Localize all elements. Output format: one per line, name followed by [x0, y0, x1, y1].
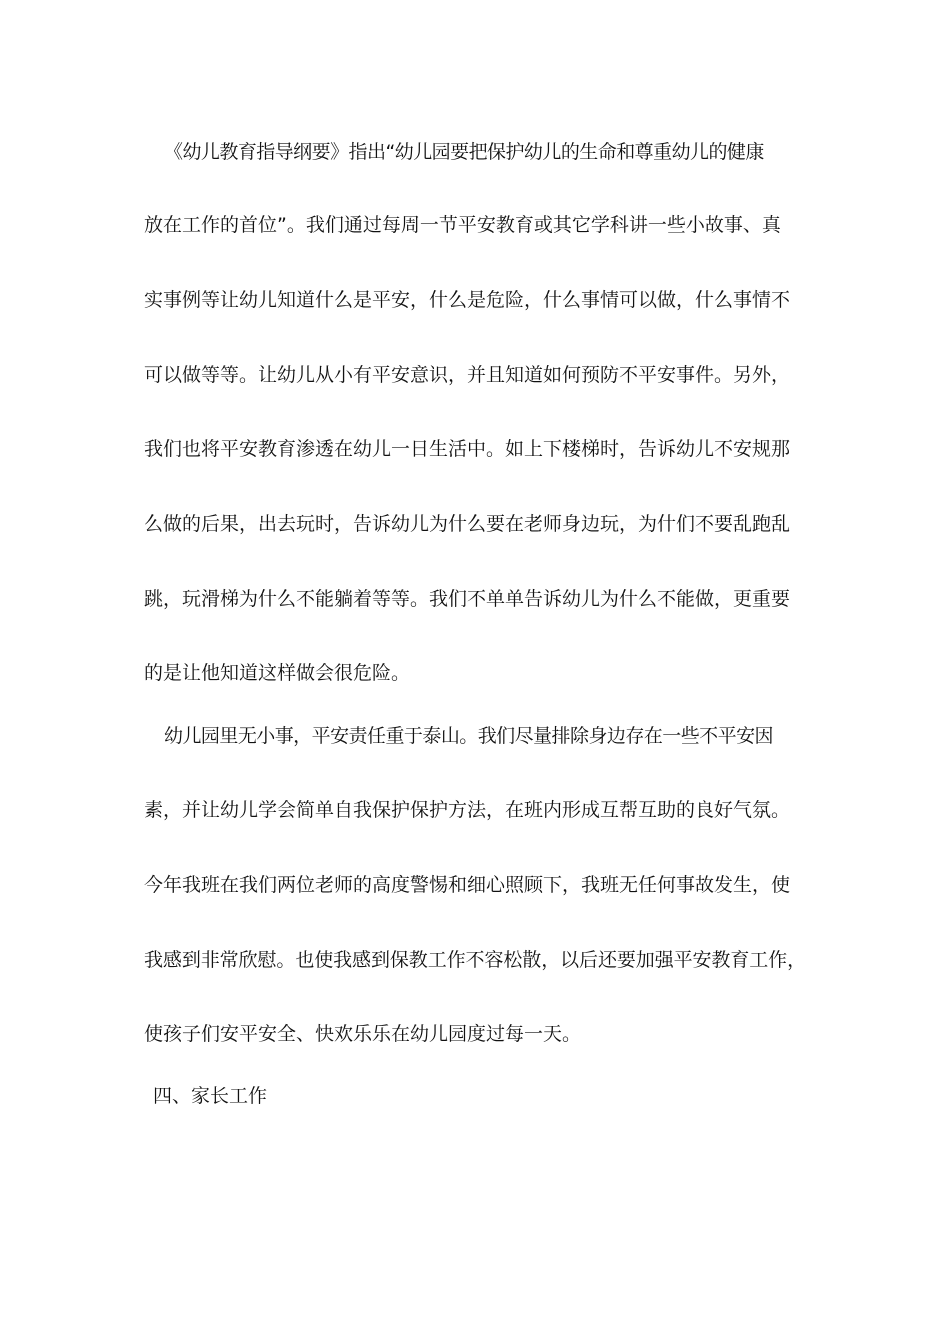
- paragraph-1-line-1: 《幼儿教育指导纲要》指出“幼儿园要把保护幼儿的生命和尊重幼儿的健康: [164, 141, 764, 163]
- paragraph-2-line-4: 我感到非常欣慰。也使我感到保教工作不容松散，以后还要加强平安教育工作，: [144, 949, 807, 971]
- section-heading: 四、家长工作: [153, 1085, 268, 1107]
- paragraph-1-line-4: 可以做等等。让幼儿从小有平安意识，并且知道如何预防不平安事件。另外，: [144, 364, 791, 386]
- paragraph-2-line-2: 素，并让幼儿学会简单自我保护保护方法，在班内形成互帮互助的良好气氛。: [144, 799, 791, 821]
- paragraph-2-line-3: 今年我班在我们两位老师的高度警惕和细心照顾下，我班无任何事故发生，使: [144, 874, 791, 896]
- paragraph-1-line-3: 实事例等让幼儿知道什么是平安，什么是危险，什么事情可以做，什么事情不: [144, 289, 791, 311]
- paragraph-2-line-1: 幼儿园里无小事，平安责任重于泰山。我们尽量排除身边存在一些不平安因: [164, 725, 774, 747]
- paragraph-1-line-5: 我们也将平安教育渗透在幼儿一日生活中。如上下楼梯时，告诉幼儿不安规那: [144, 438, 791, 460]
- paragraph-1-line-6: 么做的后果，出去玩时，告诉幼儿为什么要在老师身边玩，为什们不要乱跑乱: [144, 513, 791, 535]
- paragraph-2-line-5: 使孩子们安平安全、快欢乐乐在幼儿园度过每一天。: [144, 1023, 582, 1045]
- paragraph-1-line-2: 放在工作的首位”。我们通过每周一节平安教育或其它学科讲一些小故事、真: [144, 214, 781, 236]
- paragraph-1-line-8: 的是让他知道这样做会很危险。: [144, 662, 411, 684]
- paragraph-1-line-7: 跳，玩滑梯为什么不能躺着等等。我们不单单告诉幼儿为什么不能做，更重要: [144, 588, 791, 610]
